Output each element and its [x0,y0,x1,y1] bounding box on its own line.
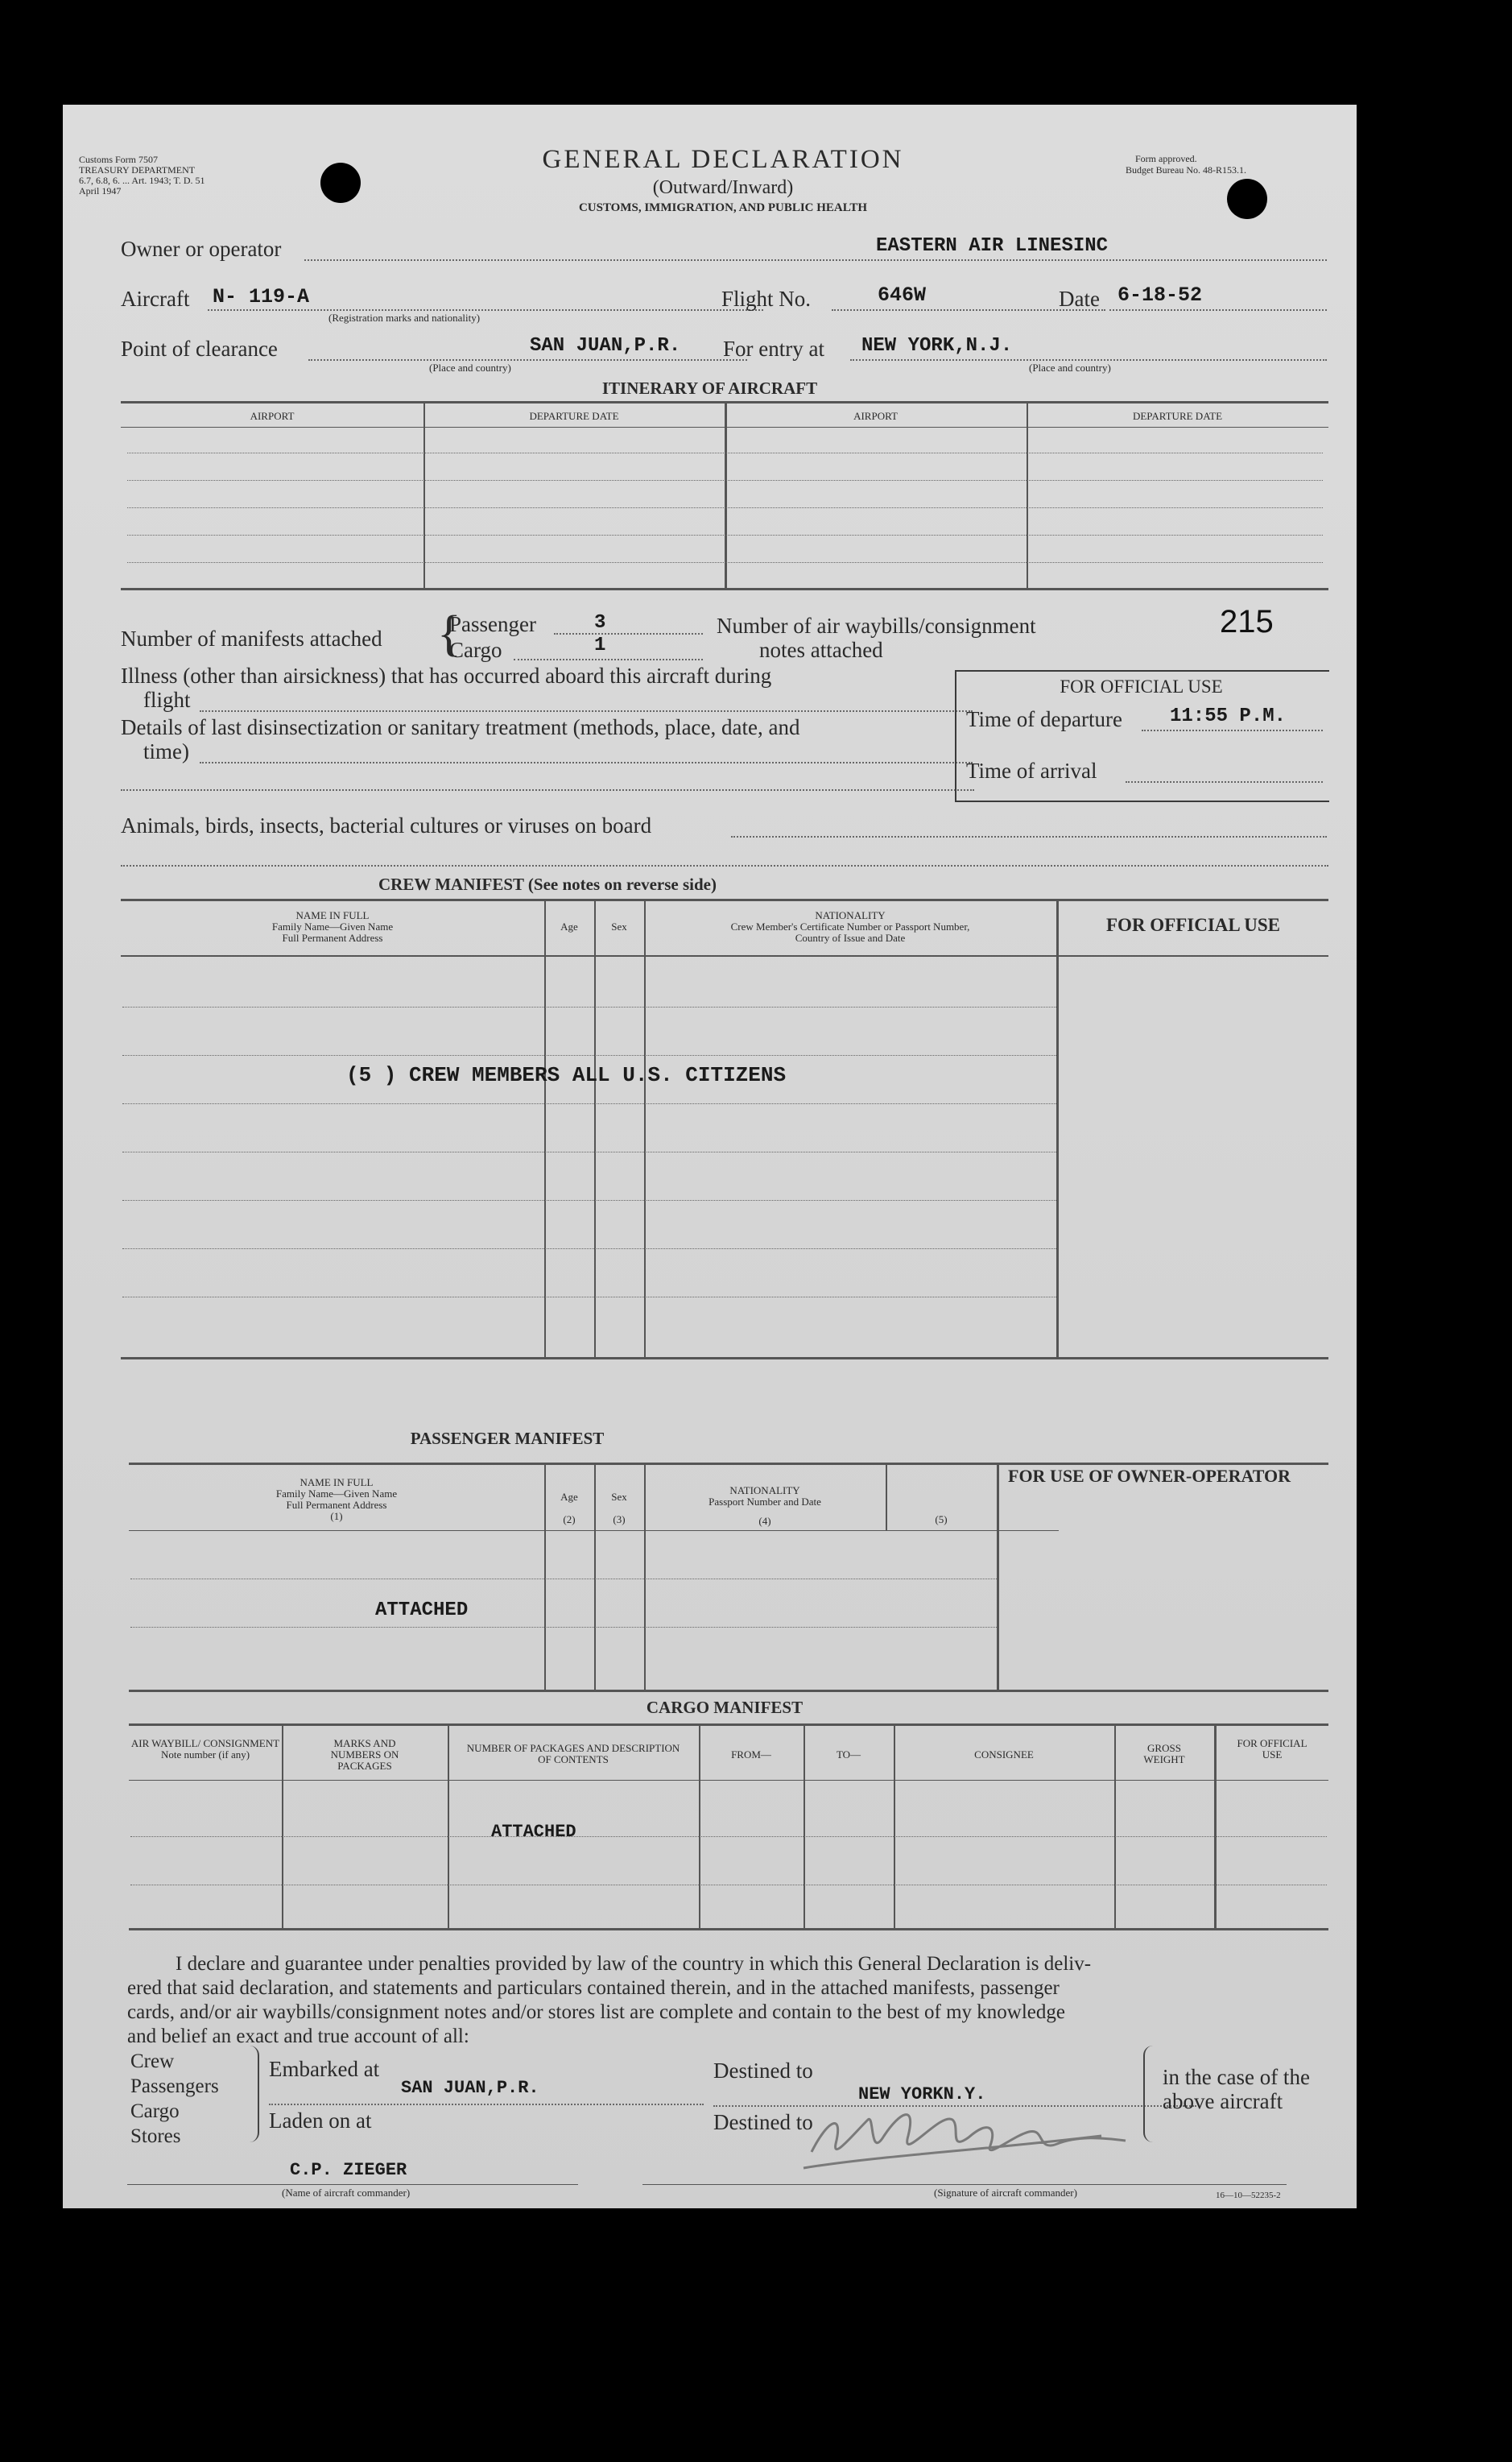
aircraft-caption: (Registration marks and nationality) [328,312,481,324]
owner-line [304,259,1327,261]
approval-note-1: Form approved. [1135,153,1197,164]
entry-caption: (Place and country) [1029,362,1111,374]
crew-official-rule [1058,955,1328,956]
crew-row-line [122,1055,1056,1056]
cargo-entry: ATTACHED [491,1822,576,1842]
crew-bottom-rule [121,1357,1328,1359]
punch-hole-left [320,163,361,203]
cargo-col-marks: MARKS AND NUMBERS ON PACKAGES [330,1737,399,1772]
cargo-col-description: NUMBER OF PACKAGES AND DESCRIPTION OF CONTENTS [466,1742,680,1765]
destined-value: NEW YORKN.Y. [858,2084,986,2104]
itinerary-bottom-rule [121,588,1328,590]
itinerary-col-divider-3 [1027,403,1028,588]
animals-line [731,836,1327,838]
crew-col-divider [1056,900,1059,1357]
passenger-col-name: NAME IN FULL Family Name—Given Name Full Permanent Address (1) [275,1476,398,1522]
aircraft-line [208,309,763,311]
owner-label: Owner or operator [121,237,282,261]
case-label-2: above aircraft [1163,2089,1283,2113]
itinerary-col-departure-1: DEPARTURE DATE [529,410,619,422]
entry-label: For entry at [723,337,824,361]
cargo-count-value: 1 [594,635,606,656]
punch-hole-right [1227,179,1267,219]
itinerary-title: ITINERARY OF AIRCRAFT [601,379,818,398]
official-use-title: FOR OFFICIAL USE [1060,677,1223,697]
approval-note-2: Budget Bureau No. 48-R153.1. [1126,164,1246,176]
crew-row-line [122,1007,1056,1008]
cargo-header-rule [129,1780,1328,1781]
clearance-caption: (Place and country) [429,362,511,374]
departure-time-label: Time of departure [966,707,1122,731]
cargo-count-label: Cargo [449,638,502,662]
illness-label-2: flight [143,688,191,712]
laden-label: Laden on at [269,2108,372,2133]
illness-label: Illness (other than airsickness) that has occurred aboard this aircraft during [121,664,772,688]
date-line [1109,309,1327,311]
passenger-top-rule [129,1463,1328,1465]
illness-line [200,710,973,712]
passenger-entry: ATTACHED [375,1599,469,1621]
passenger-col-5: (5) [935,1513,948,1525]
crew-col-divider [644,900,646,1357]
clearance-value: SAN JUAN,P.R. [530,335,681,357]
destined-label-2: Destined to [713,2110,813,2134]
crew-col-sex: Sex [611,921,627,933]
print-code: 16—10—52235-2 [1216,2191,1281,2200]
crew-col-age: Age [560,921,578,933]
crew-col-nationality: NATIONALITY Crew Member's Certificate Number or Passport Number, Country of Issue and Date [730,909,970,944]
crew-col-divider [594,900,596,1357]
crew-col-name: NAME IN FULL Family Name—Given Name Full Permanent Address [271,909,394,944]
disinsect-label-2: time) [143,739,189,763]
form-agencies: CUSTOMS, IMMIGRATION, AND PUBLIC HEALTH [578,201,868,214]
animals-label: Animals, birds, insects, bacterial cultures or viruses on board [121,813,652,838]
passenger-col-sex: Sex (3) [611,1491,627,1525]
date-value: 6-18-52 [1117,283,1203,307]
cargo-col-to: TO— [836,1748,861,1761]
passenger-col-owner: FOR USE OF OWNER-OPERATOR [1008,1466,1291,1486]
declaration-form-sheet [63,105,1357,2208]
cargo-col-waybill: AIR WAYBILL/ CONSIGNMENT Note number (if any) [130,1737,280,1761]
disinsect-line-2 [121,789,974,791]
waybills-label-2: notes attached [759,638,883,662]
crew-row-line [122,1200,1056,1201]
departure-time-line [1142,730,1323,731]
signature-caption: (Signature of aircraft commander) [934,2187,1077,2199]
clearance-line [308,359,747,361]
itinerary-col-airport-2: AIRPORT [853,410,898,422]
passenger-count-line [554,633,703,635]
commander-signature [779,2088,1198,2184]
cargo-col-from: FROM— [731,1748,771,1761]
waybills-label-1: Number of air waybills/consignment [717,614,1036,638]
commander-name-rule [127,2184,578,2185]
passenger-col-divider [997,1464,999,1690]
cargo-col-consignee: CONSIGNEE [974,1748,1034,1761]
itinerary-row-line [127,535,1323,536]
passenger-manifest-title: PASSENGER MANIFEST [410,1429,605,1448]
destined-label-1: Destined to [713,2059,813,2083]
passenger-bottom-rule [129,1690,1328,1692]
embarked-label: Embarked at [269,2057,380,2081]
crew-manifest-title: CREW MANIFEST (See notes on reverse side) [378,875,717,894]
arrival-time-line [1126,781,1323,783]
embarked-value: SAN JUAN,P.R. [401,2078,539,2098]
itinerary-col-departure-2: DEPARTURE DATE [1132,410,1223,422]
cargo-top-rule [129,1723,1328,1726]
cargo-manifest-title: CARGO MANIFEST [646,1698,804,1717]
itinerary-col-divider-1 [423,403,425,588]
crew-top-rule [121,899,1328,901]
cargo-row-line [130,1836,1327,1837]
passenger-count-value: 3 [594,612,606,634]
itinerary-col-divider-2 [725,403,727,588]
itinerary-col-airport-1: AIRPORT [250,410,295,422]
manifests-label: Number of manifests attached [121,627,382,651]
cargo-bottom-rule [129,1928,1328,1930]
entry-line [850,359,1327,361]
aircraft-value: N- 119-A [213,285,310,308]
itinerary-row-line [127,480,1323,481]
flight-label: Flight No. [721,287,812,311]
form-title: GENERAL DECLARATION [542,145,904,174]
commander-name: C.P. ZIEGER [290,2160,407,2180]
form-id: Customs Form 7507 TREASURY DEPARTMENT 6.7, 6.8, 6. ... Art. 1943; T. D. 51 April 1947 [79,154,205,197]
declaration-items: Crew Passengers Cargo Stores [130,2050,219,2147]
crew-row-line [122,1103,1056,1104]
passenger-col-age: Age (2) [560,1491,578,1525]
passenger-count-label: Passenger [449,612,536,636]
cargo-col-official: FOR OFFICIAL USE [1237,1737,1308,1761]
disinsect-label: Details of last disinsectization or sanitary treatment (methods, place, date, and [121,715,800,739]
crew-row-line [122,1248,1056,1249]
form-subtitle: (Outward/Inward) [652,177,794,198]
crew-entry: (5 ) CREW MEMBERS ALL U.S. CITIZENS [346,1063,787,1087]
clearance-label: Point of clearance [121,337,278,361]
itinerary-row-line [127,507,1323,508]
itinerary-row-line [127,562,1323,563]
entry-value: NEW YORK,N.J. [861,335,1013,357]
flight-value: 646W [878,283,927,307]
commander-caption: (Name of aircraft commander) [282,2187,411,2199]
arrival-time-label: Time of arrival [966,759,1097,783]
owner-value: EASTERN AIR LINESINC [876,235,1109,257]
declaration-bracket-left [246,2046,259,2142]
disinsect-line [200,762,973,763]
departure-time-value: 11:55 P.M. [1170,705,1287,727]
waybills-value: 215 [1220,604,1274,639]
passenger-col-nationality: NATIONALITY Passport Number and Date (4) [708,1484,821,1527]
case-label-1: in the case of the [1163,2065,1310,2089]
itinerary-header-rule [121,427,1328,428]
aircraft-label: Aircraft [121,287,190,311]
animals-line-2 [121,865,1328,867]
crew-col-divider [544,900,546,1357]
declaration-text: I declare and guarantee under penalties provided by law of the country in which this General Declaration is deliv- ered that said declaration, and statements and particulars contained therein, and in the attached manifests, passenger cards, and/or air waybills/consignment notes and/or stores list are complete and contain to the best of my knowledge and belief an exact and true account of all: [127,1953,1092,2047]
cargo-count-line [514,659,703,660]
manifests-brace: { [437,606,461,661]
date-label: Date [1059,287,1100,311]
embarked-line [269,2104,704,2105]
signature-rule [642,2184,1287,2185]
passenger-row-line [130,1627,997,1628]
cargo-col-weight: GROSS WEIGHT [1143,1742,1185,1765]
crew-col-official: FOR OFFICIAL USE [1106,915,1280,935]
